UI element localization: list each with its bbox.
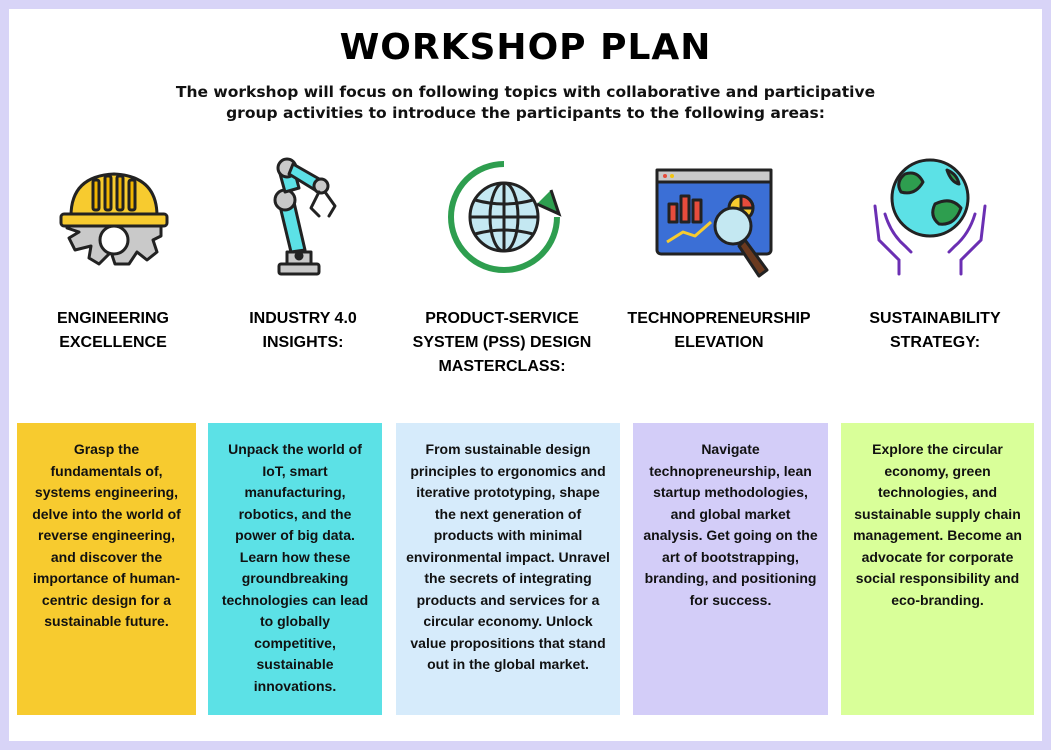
heading-pss-masterclass: PRODUCT-SERVICE SYSTEM (PSS) DESIGN MASTERCLASS: — [412, 310, 592, 375]
workshop-plan-page — [9, 9, 1042, 741]
card-technopreneurship-elevation: Navigate technopreneurship, lean startup methodologies, and global market analysis. Get going on the art of bootstrapping, branding, and positioning for success. — [633, 423, 828, 715]
card-engineering-excellence: Grasp the fundamentals of, systems engineering, delve into the world of reverse engineering, and discover the importance of human-centric design for a sustainable future. — [17, 423, 196, 715]
heading-sustainability-strategy: SUSTAINABILITY STRATEGY: — [869, 310, 1001, 351]
globe-cycle-icon — [439, 152, 569, 282]
hands-earth-icon — [865, 152, 995, 282]
robotic-arm-icon — [239, 152, 369, 282]
heading-engineering-excellence: ENGINEERING EXCELLENCE — [56, 310, 169, 351]
card-industry-insights: Unpack the world of IoT, smart manufacturing, robotics, and the power of big data. Learn how these groundbreaking technologies can lead to globally competitive, sustainable innovations. — [208, 423, 382, 715]
analytics-dashboard-icon — [649, 152, 779, 282]
intro-text: The workshop will focus on following topics with collaborative and participative group activities to introduce the participants to the following areas: — [175, 83, 876, 122]
page-title: WORKSHOP PLAN — [339, 27, 712, 68]
heading-industry-insights: INDUSTRY 4.0 INSIGHTS: — [249, 310, 357, 351]
card-sustainability-strategy: Explore the circular economy, green technologies, and sustainable supply chain management. Become an advocate for corporate social responsibility and eco-branding. — [841, 423, 1034, 715]
heading-technopreneurship-elevation: TECHNOPRENEURSHIP ELEVATION — [627, 310, 811, 351]
engineering-helmet-gear-icon — [49, 152, 179, 282]
card-pss-masterclass: From sustainable design principles to ergonomics and iterative prototyping, shape the next generation of products with minimal environmental impact. Unravel the secrets of integrating products and services for a circular economy. Unlock value propositions that stand out in the global market. — [396, 423, 620, 715]
